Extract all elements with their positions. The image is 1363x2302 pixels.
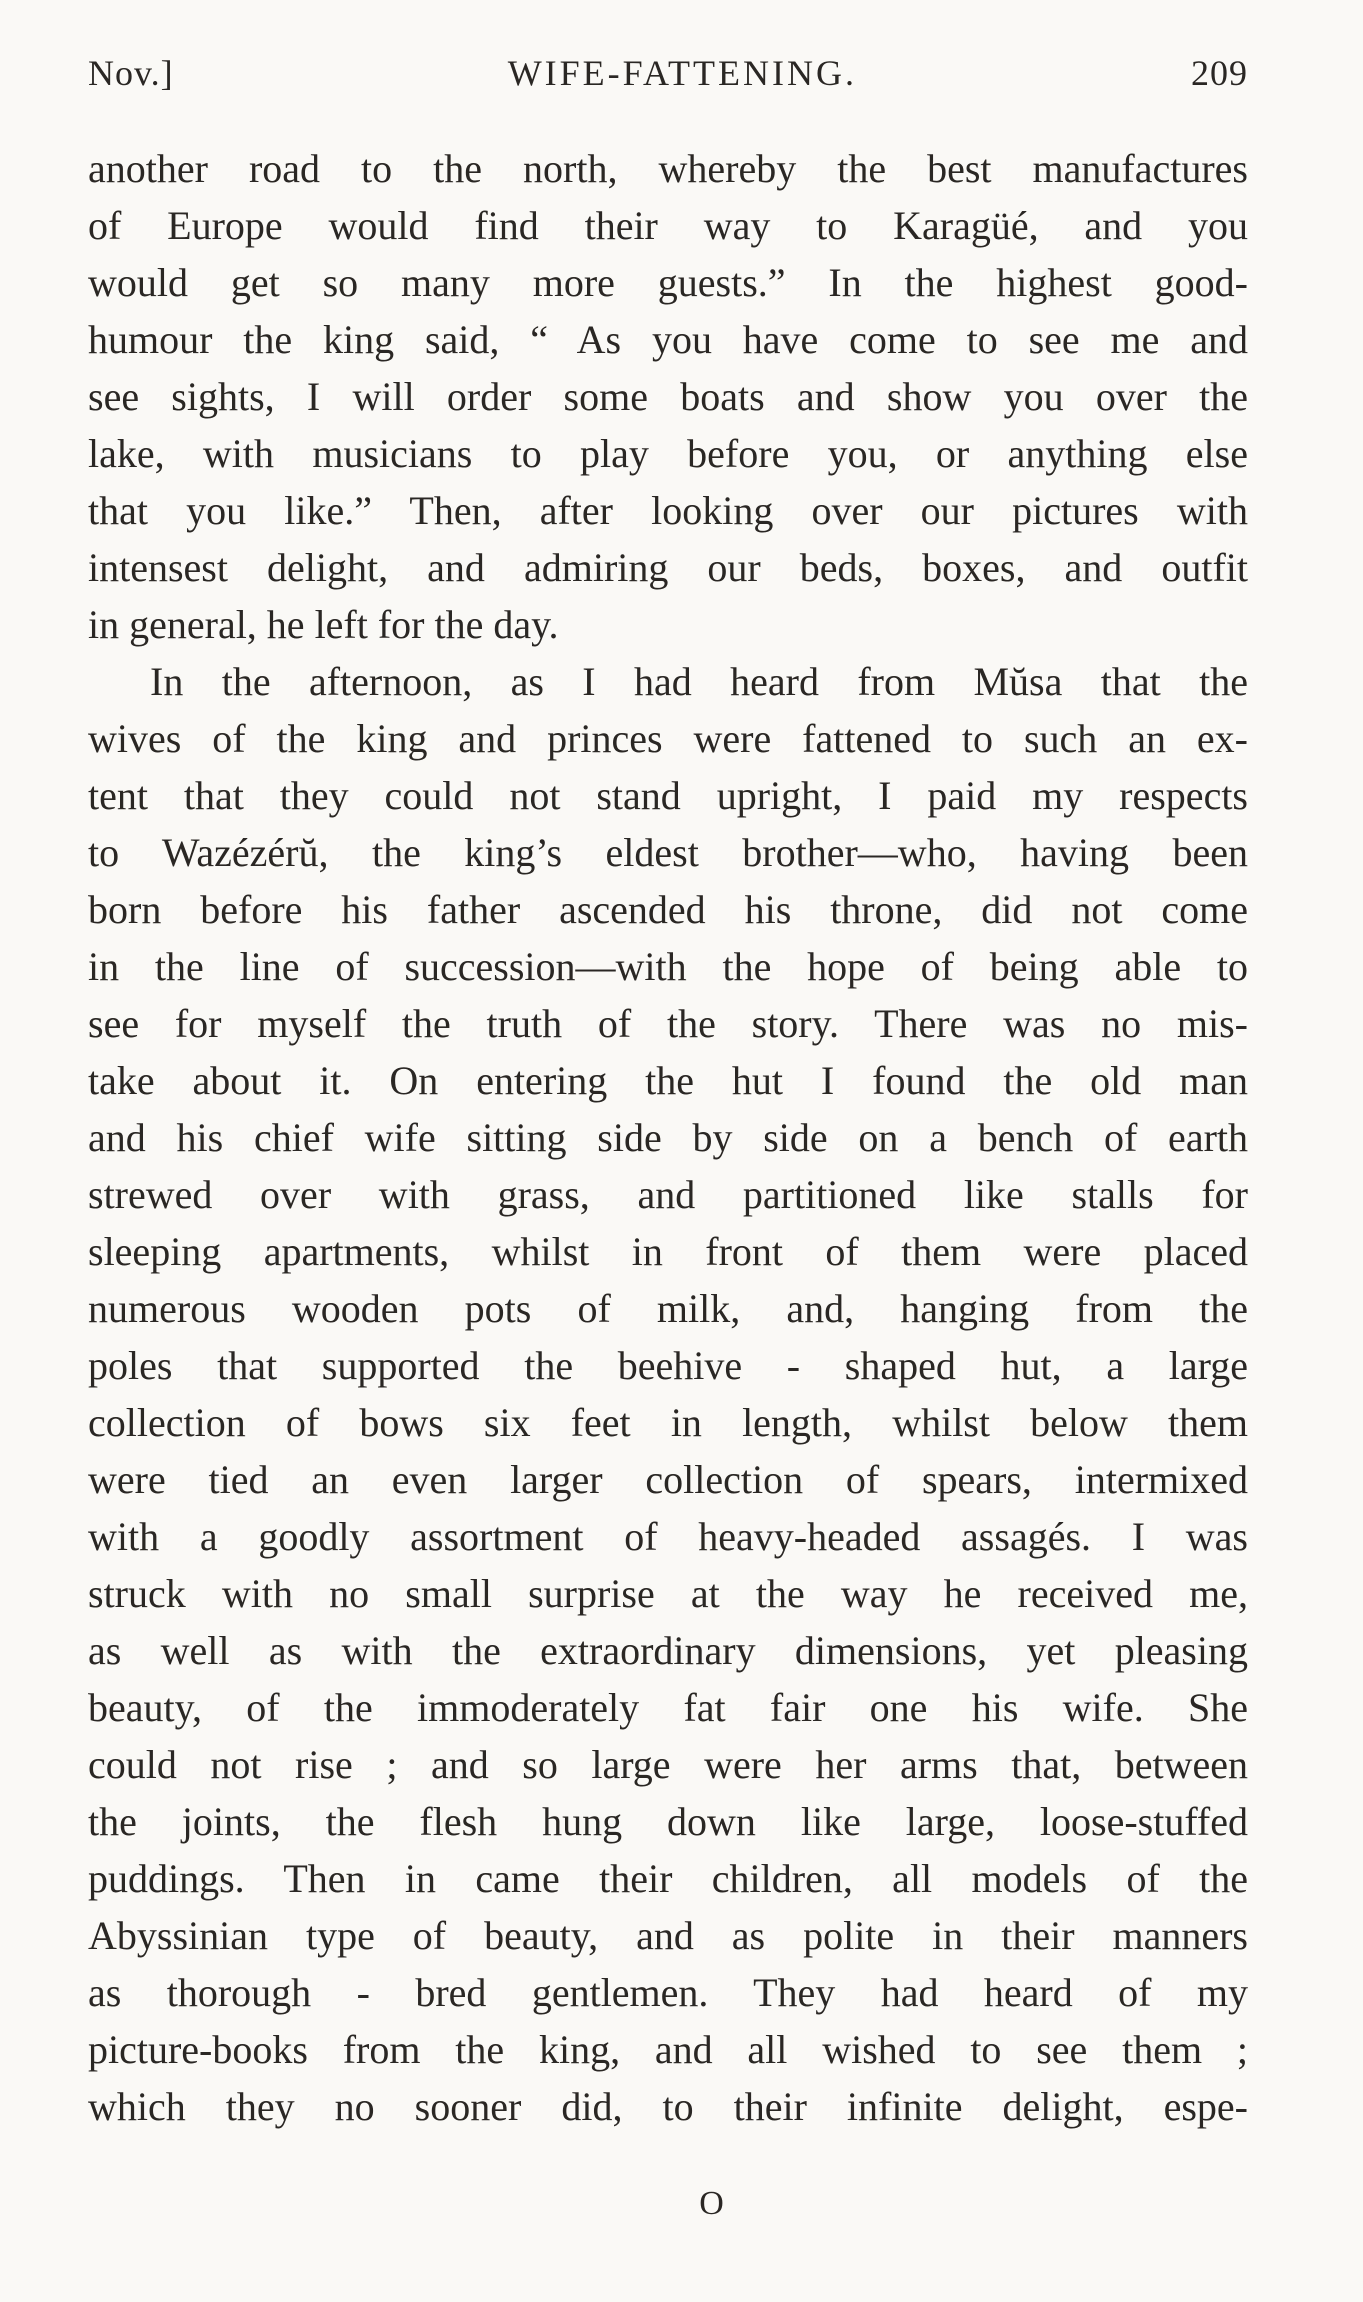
- text-line: with a goodly assortment of heavy-headed assagés. I was: [88, 1514, 1248, 1559]
- text-line: were tied an even larger collection of spears, intermixed: [88, 1457, 1248, 1502]
- text-line: sleeping apartments, whilst in front of them were placed: [88, 1229, 1248, 1274]
- text-line: in general, he left for the day.: [88, 602, 559, 647]
- signature-letter: O: [699, 2185, 724, 2222]
- text-line: poles that supported the beehive - shaped hut, a large: [88, 1343, 1248, 1388]
- text-line: of Europe would find their way to Karagüé, and you: [88, 203, 1248, 248]
- text-line: take about it. On entering the hut I found the old man: [88, 1058, 1248, 1103]
- page-number: 209: [1191, 53, 1248, 93]
- text-line: that you like.” Then, after looking over our pictures with: [88, 488, 1248, 533]
- text-line: puddings. Then in came their children, all models of the: [88, 1856, 1248, 1901]
- text-line: to Wazézérŭ, the king’s eldest brother—who, having been: [88, 830, 1248, 875]
- text-line: see for myself the truth of the story. There was no mis-: [88, 1001, 1248, 1046]
- text-line: which they no sooner did, to their infinite delight, espe-: [88, 2084, 1248, 2129]
- text-line: in the line of succession—with the hope of being able to: [88, 944, 1248, 989]
- signature-mark: [0, 2185, 1363, 2223]
- text-line: collection of bows six feet in length, whilst below them: [88, 1400, 1248, 1445]
- text-line: beauty, of the immoderately fat fair one his wife. She: [88, 1685, 1248, 1730]
- text-line: as thorough - bred gentlemen. They had heard of my: [88, 1970, 1248, 2015]
- text-line: strewed over with grass, and partitioned like stalls for: [88, 1172, 1248, 1217]
- text-line: Abyssinian type of beauty, and as polite in their manners: [88, 1913, 1248, 1958]
- text-line: born before his father ascended his throne, did not come: [88, 887, 1248, 932]
- text-line: picture-books from the king, and all wished to see them ;: [88, 2027, 1248, 2072]
- body-text: [88, 140, 1248, 2135]
- text-line: would get so many more guests.” In the highest good-: [88, 260, 1248, 305]
- text-line: struck with no small surprise at the way he received me,: [88, 1571, 1248, 1616]
- running-head: [88, 52, 1248, 112]
- running-head-title: WIFE-FATTENING.: [507, 53, 857, 93]
- text-line: wives of the king and princes were fattened to such an ex-: [88, 716, 1248, 761]
- text-line: see sights, I will order some boats and show you over the: [88, 374, 1248, 419]
- text-line: the joints, the flesh hung down like large, loose-stuffed: [88, 1799, 1248, 1844]
- text-line: could not rise ; and so large were her arms that, between: [88, 1742, 1248, 1787]
- text-line: another road to the north, whereby the best manufactures: [88, 146, 1248, 191]
- running-head-date: Nov.]: [88, 53, 174, 93]
- text-line: In the afternoon, as I had heard from Mŭsa that the: [150, 659, 1248, 704]
- text-line: as well as with the extraordinary dimensions, yet pleasing: [88, 1628, 1248, 1673]
- text-line: numerous wooden pots of milk, and, hanging from the: [88, 1286, 1248, 1331]
- text-line: intensest delight, and admiring our beds, boxes, and outfit: [88, 545, 1248, 590]
- text-line: humour the king said, “ As you have come to see me and: [88, 317, 1248, 362]
- text-line: lake, with musicians to play before you, or anything else: [88, 431, 1248, 476]
- text-line: tent that they could not stand upright, I paid my respects: [88, 773, 1248, 818]
- text-line: and his chief wife sitting side by side on a bench of earth: [88, 1115, 1248, 1160]
